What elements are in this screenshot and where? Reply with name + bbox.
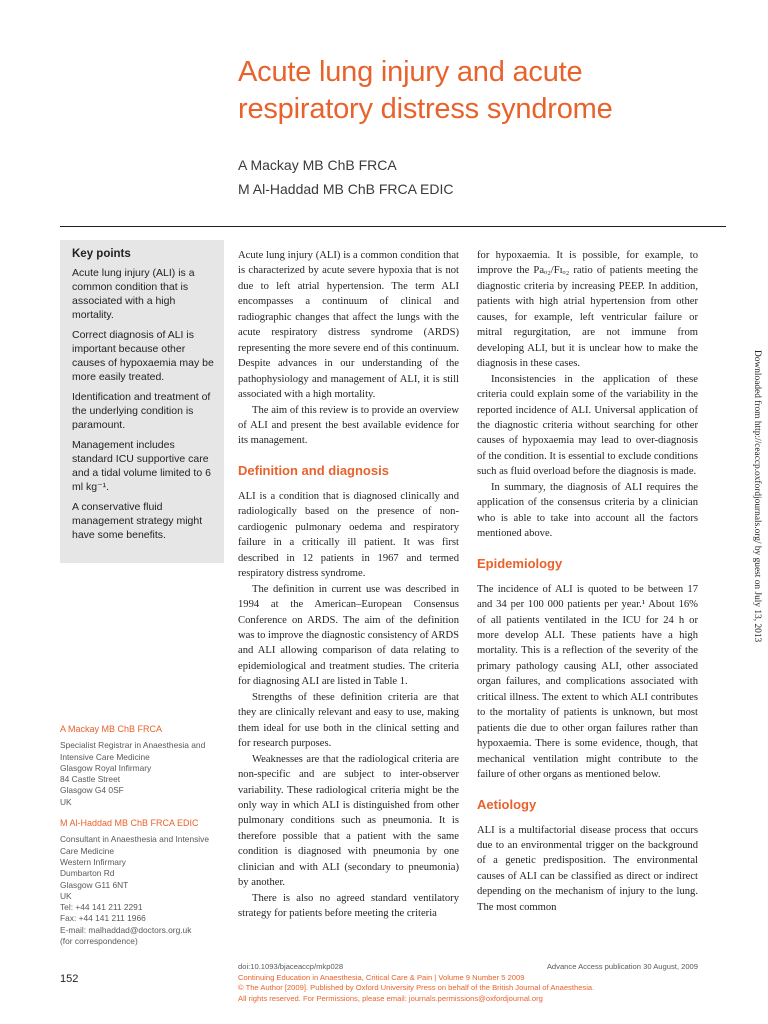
address-line: Dumbarton Rd	[60, 868, 115, 879]
paragraph: ALI is a multifactorial disease process that occurs due to an environmental trigger on the background of a genetic predisposition. The environmental causes of ALI can be classified as direct or indirect depending on the mechanism of injury to the lung. The most common	[477, 824, 698, 913]
section-heading: Definition and diagnosis	[238, 462, 389, 478]
paragraph: Acute lung injury (ALI) is a common condition that is characterized by acute severe hypoxia that is not due to left atrial hypertension. The term ALI encompasses a continuum of clinical and radiographic changes that affect the lungs with the acute respiratory distress syndrome (ARDS) representing the more severe end of this continuum. Despite advances in our understanding of the pathophysiology and management of ALI, it is still associated with a high mortality.	[238, 250, 459, 401]
key-point-item: Management includes standard ICU supportive care and a tidal volume limited to 6 ml kg⁻¹.	[72, 439, 211, 493]
address-line: 84 Castle Street	[60, 774, 121, 785]
paragraph: Weaknesses are that the radiological criteria are non-specific and are subject to inter-observer variability. These radiological criteria might be the only way in which ALI is distinguished from other pulmonary conditions such as pneumonia. It is therefore possible that a patient with the same condition is diagnosed with pneumonia by one clinician and with ALI (secondary to pneumonia) by another.	[238, 753, 459, 889]
address-line: Glasgow Royal Infirmary	[60, 762, 152, 773]
address-line: (for correspondence)	[60, 936, 138, 947]
page-number: 152	[60, 973, 79, 985]
paragraph: Strengths of these definition criteria are that they are clinically relevant and easy to use, making them ideal for use both in the clinical setting and for research purposes.	[238, 691, 459, 750]
header-divider	[60, 226, 726, 227]
paragraph: Inconsistencies in the application of these criteria could explain some of the variability in the reported incidence of ALI. Universal application of the diagnostic criteria without searching for other causes of hypoxaemia may lead to over-diagnosis of the condition. It is essential to exclude conditions such as fluid overload before the diagnosis is made.	[477, 373, 698, 478]
address-line: Care Medicine	[60, 845, 114, 856]
copyright-notice: © The Author [2009]. Published by Oxford University Press on behalf of the British Journal of Anaesthesia.	[238, 983, 595, 993]
address-line: Specialist Registrar in Anaesthesia and	[60, 740, 206, 751]
author-list	[238, 153, 454, 201]
address-line: Tel: +44 141 211 2291	[60, 902, 143, 913]
section-heading: Aetiology	[477, 796, 537, 812]
key-point-item: Acute lung injury (ALI) is a common condition that is associated with a high mortality.	[72, 267, 195, 321]
key-point-item: Identification and treatment of the underlying condition is paramount.	[72, 391, 211, 431]
author-name: M Al-Haddad MB ChB FRCA EDIC	[238, 181, 454, 197]
journal-citation: Continuing Education in Anaesthesia, Critical Care & Pain | Volume 9 Number 5 2009	[238, 972, 525, 982]
email-link[interactable]: E-mail: malhaddad@doctors.org.uk	[60, 924, 192, 935]
key-points-title: Key points	[72, 248, 131, 260]
address-line: UK	[60, 890, 72, 901]
body-column-2	[477, 248, 698, 915]
affiliation-address	[60, 740, 232, 808]
address-line: UK	[60, 796, 72, 807]
page-footer	[238, 962, 698, 1004]
affiliation-author-name: M Al-Haddad MB ChB FRCA EDIC	[60, 818, 199, 829]
address-line: Glasgow G4 0SF	[60, 785, 124, 796]
rights-notice: All rights reserved. For Permissions, please email: journals.permissions@oxfordjournal.org	[238, 993, 543, 1003]
download-watermark	[752, 350, 768, 690]
key-point-item: A conservative fluid management strategy might have some benefits.	[72, 501, 203, 541]
paragraph: There is also no agreed standard ventilatory strategy for patients before meeting the criteria	[238, 892, 459, 920]
key-points-box	[60, 240, 224, 563]
paragraph: The aim of this review is to provide an overview of ALI and present the best available evidence for its management.	[238, 404, 459, 447]
doi-text[interactable]: doi:10.1093/bjaceaccp/mkp028	[238, 962, 344, 971]
paragraph: ALI is a condition that is diagnosed clinically and radiologically based on the presence of non-cardiogenic pulmonary oedema and respiratory failure in a critically ill patient. It was first described in 12 patients in 1967 and termed respiratory distress syndrome.	[238, 490, 459, 580]
body-column-1	[238, 248, 459, 922]
address-line: Glasgow G11 6NT	[60, 879, 129, 890]
paragraph: In summary, the diagnosis of ALI requires the application of the consensus criteria by a clinician who is able to take into account all the factors mentioned above.	[477, 481, 698, 540]
key-point-item: Correct diagnosis of ALI is important because other causes of hypoxaemia may be more easily treated.	[72, 329, 214, 383]
paragraph: The definition in current use was described in 1994 at the American–European Consensus Conference on ARDS. The aim of the definition was to improve the diagnostic consistency of ARDS and ALI allowing comparison of data relating to epidemiological and treatment studies. The criteria for diagnosing ALI are listed in Table 1.	[238, 583, 459, 688]
address-line: Western Infirmary	[60, 856, 126, 867]
paragraph: for hypoxaemia. It is possible, for example, to improve the Paₒ₂/Fɪₒ₂ ratio of patients meeting the diagnostic criteria by increasing PEEP. In addition, patients with high atrial hypertension from other causes, for example, left ventricular failure or mitral regurgitation, are not immune from developing ALI, but it is unclear how to make the diagnosis in these cases.	[477, 250, 698, 370]
section-heading: Epidemiology	[477, 555, 563, 571]
affiliation-author-name: A Mackay MB ChB FRCA	[60, 724, 163, 734]
advance-access-text: Advance Access publication 30 August, 2009	[546, 962, 698, 971]
address-line: Consultant in Anaesthesia and Intensive	[60, 834, 209, 845]
author-name: A Mackay MB ChB FRCA	[238, 157, 397, 173]
paragraph: The incidence of ALI is quoted to be between 17 and 34 per 100 000 patients per year.¹ About 16% of all patients ventilated in the ICU for 24 h or more develop ALI. These patients have a high mortality. This is a reflection of the severity of the primary pathology causing ALI, other associated organ failures, and complications associated with critical illness. The extent to which ALI contributes to the mortality of patients is unknown, but most patients die due to other organ failures rather than hypoxaemia. There is some evidence, though, that mechanical ventilation might contribute to the failure of other organs as mentioned below.	[477, 583, 698, 781]
author-affiliations	[60, 724, 232, 957]
address-line: Fax: +44 141 211 1966	[60, 913, 146, 924]
affiliation-address	[60, 834, 232, 947]
article-title: Acute lung injury and acute respiratory distress syndrome	[238, 56, 613, 125]
address-line: Intensive Care Medicine	[60, 751, 150, 762]
download-watermark-text[interactable]: Downloaded from http://ceaccp.oxfordjournals.org/ by guest on July 13, 2013	[752, 350, 762, 643]
